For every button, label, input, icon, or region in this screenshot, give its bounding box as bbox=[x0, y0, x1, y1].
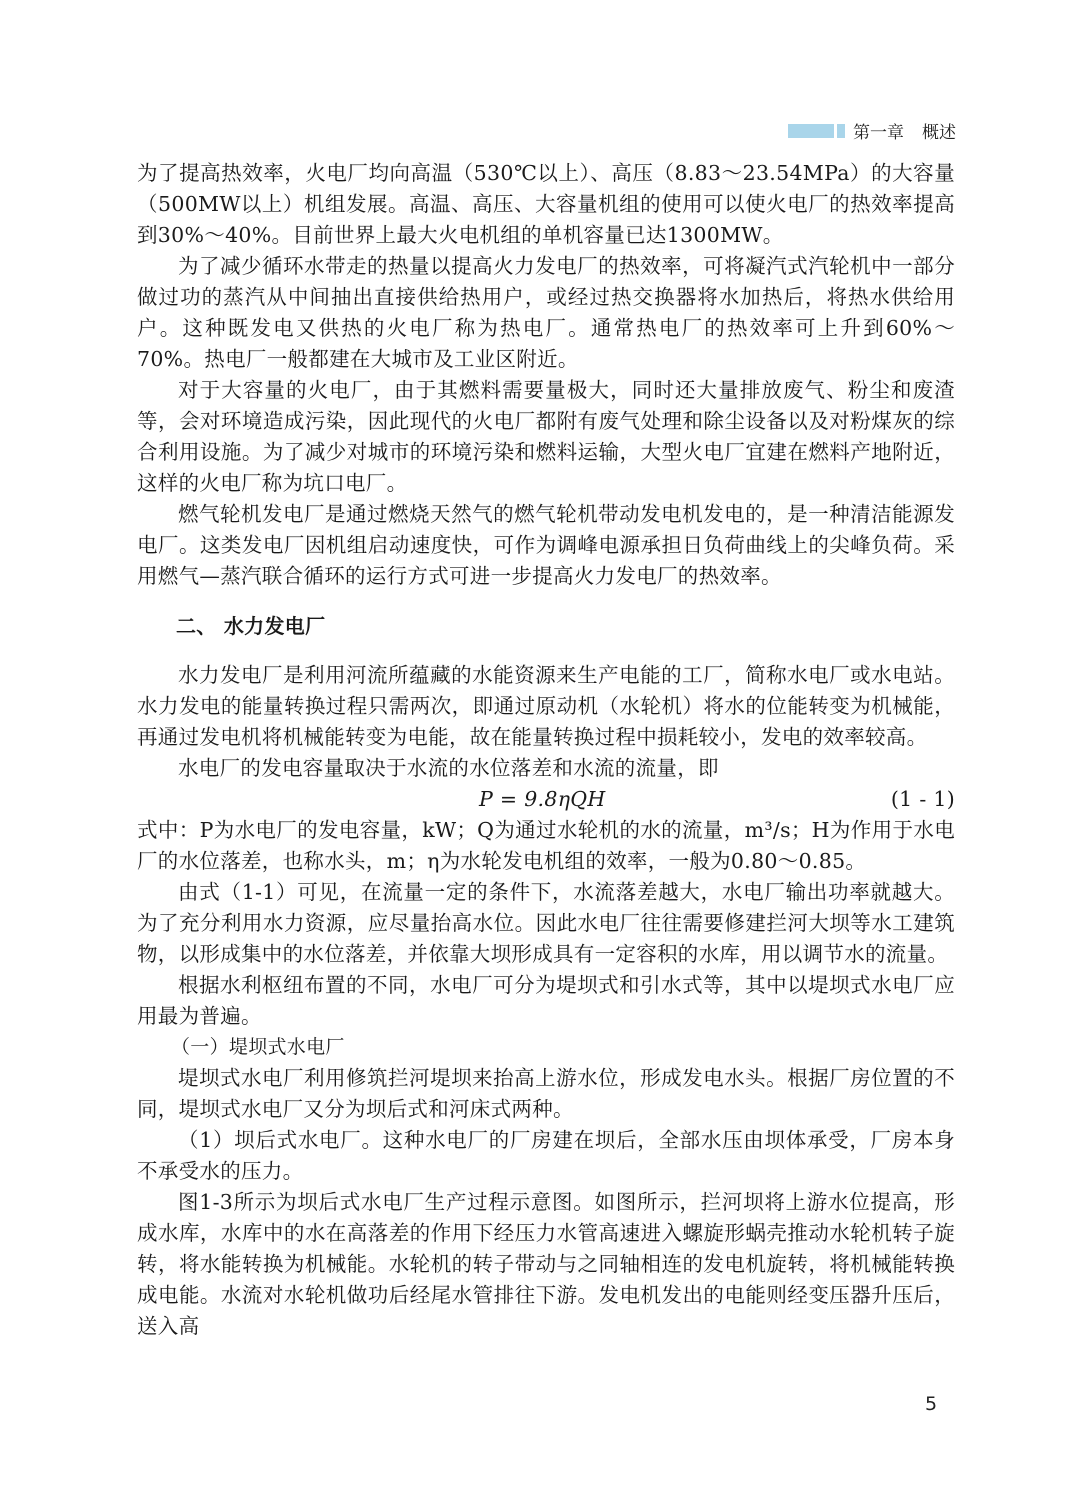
running-header bbox=[788, 118, 956, 143]
paragraph-9: 根据水利枢纽布置的不同，水电厂可分为堤坝式和引水式等，其中以堤坝式水电厂应用最为普遍。 bbox=[137, 973, 955, 1028]
paragraph-4: 燃气轮机发电厂是通过燃烧天然气的燃气轮机带动发电机发电的，是一种清洁能源发电厂。这类发电厂因机组启动速度快，可作为调峰电源承担日负荷曲线上的尖峰负荷。采用燃气—蒸汽联合循环的运行方式可进一步提高火力发电厂的热效率。 bbox=[137, 502, 955, 588]
header-title: 概述 bbox=[922, 123, 956, 143]
paragraph-7: 式中：P为水电厂的发电容量，kW；Q为通过水轮机的水的流量，m³/s；H为作用于水电厂的水位落差，也称水头，m；η为水轮发电机组的效率，一般为0.80～0.85。 bbox=[137, 818, 955, 873]
paragraph-2: 为了减少循环水带走的热量以提高火力发电厂的热效率，可将凝汽式汽轮机中一部分做过功的蒸汽从中间抽出直接供给热用户，或经过热交换器将水加热后，将热水供给用户。这种既发电又供热的火电厂称为热电厂。通常热电厂的热效率可上升到60%～70%。热电厂一般都建在大城市及工业区附近。 bbox=[137, 254, 955, 371]
header-chapter: 第一章 bbox=[853, 123, 904, 143]
section-heading-hydro: 二、 水力发电厂 bbox=[176, 614, 326, 638]
paragraph-1: 为了提高热效率，火电厂均向高温（530℃以上）、高压（8.83～23.54MPa）的大容量（500MW以上）机组发展。高温、高压、大容量机组的使用可以使火电厂的热效率提高到30%～40%。目前世界上最大火电机组的单机容量已达1300MW。 bbox=[137, 161, 955, 247]
paragraph-12: 图1-3所示为坝后式水电厂生产过程示意图。如图所示，拦河坝将上游水位提高，形成水库，水库中的水在高落差的作用下经压力水管高速进入螺旋形蜗壳推动水轮机转子旋转，将水能转换为机械能。水轮机的转子带动与之同轴相连的发电机旋转，将机械能转换成电能。水流对水轮机做功后经尾水管排往下游。发电机发出的电能则经变压器升压后，送入高 bbox=[137, 1190, 955, 1338]
paragraph-5: 水力发电厂是利用河流所蕴藏的水能资源来生产电能的工厂，简称水电厂或水电站。水力发电的能量转换过程只需两次，即通过原动机（水轮机）将水的位能转变为机械能，再通过发电机将机械能转变为电能，故在能量转换过程中损耗较小，发电的效率较高。 bbox=[137, 663, 955, 749]
paragraph-6: 水电厂的发电容量取决于水流的水位落差和水流的流量，即 bbox=[178, 756, 719, 780]
formula-number: (1 - 1) bbox=[890, 787, 955, 811]
paragraph-3: 对于大容量的火电厂，由于其燃料需要量极大，同时还大量排放废气、粉尘和废渣等，会对环境造成污染，因此现代的火电厂都附有废气处理和除尘设备以及对粉煤灰的综合利用设施。为了减少对城市的环境污染和燃料运输，大型火电厂宜建在燃料产地附近，这样的火电厂称为坑口电厂。 bbox=[137, 378, 955, 495]
page-number: 5 bbox=[925, 1393, 938, 1415]
formula-row bbox=[137, 784, 955, 815]
paragraph-10: 堤坝式水电厂利用修筑拦河堤坝来抬高上游水位，形成发电水头。根据厂房位置的不同，堤坝式水电厂又分为坝后式和河床式两种。 bbox=[137, 1066, 955, 1121]
paragraph-8: 由式（1-1）可见，在流量一定的条件下，水流落差越大，水电厂输出功率就越大。为了充分利用水力资源，应尽量抬高水位。因此水电厂往往需要修建拦河大坝等水工建筑物，以形成集中的水位落差，并依靠大坝形成具有一定容积的水库，用以调节水的流量。 bbox=[137, 880, 955, 966]
header-decor-bar bbox=[788, 124, 845, 138]
page-body bbox=[137, 158, 955, 1342]
formula: P = 9.8ηQH bbox=[479, 787, 606, 811]
subheading-dam-type: （一）堤坝式水电厂 bbox=[171, 1036, 345, 1058]
paragraph-11: （1）坝后式水电厂。这种水电厂的厂房建在坝后，全部水压由坝体承受，厂房本身不承受水的压力。 bbox=[137, 1128, 955, 1183]
